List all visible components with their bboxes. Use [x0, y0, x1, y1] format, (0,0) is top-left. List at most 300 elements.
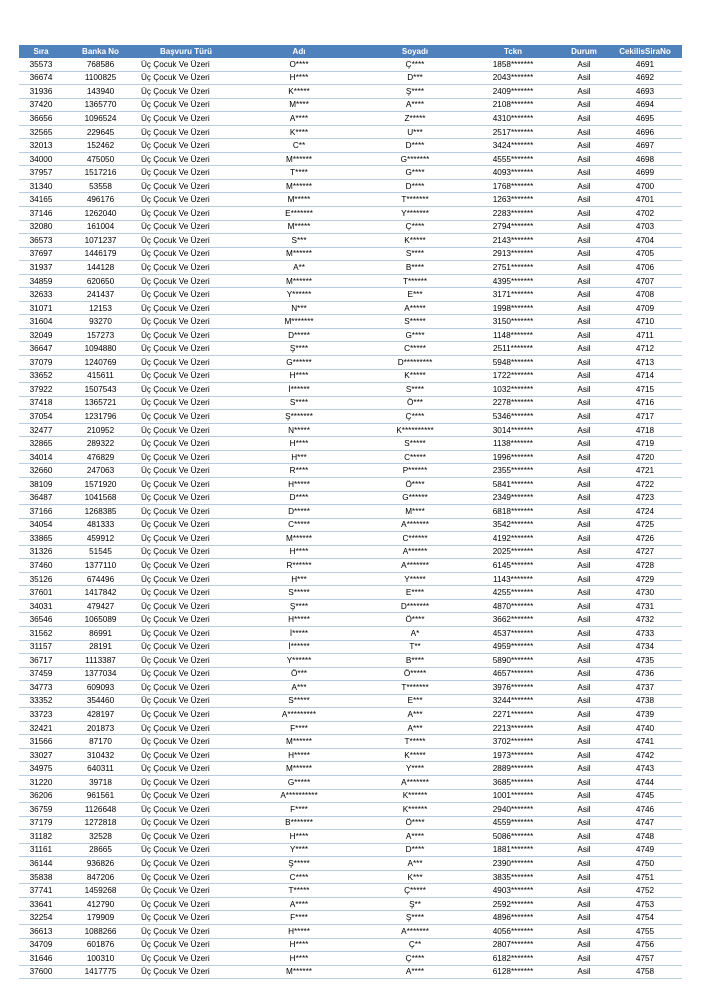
table-row[interactable] [19, 328, 682, 342]
table-row[interactable] [19, 789, 682, 803]
cell-soyadi: Ö*** [364, 396, 466, 410]
cell-cekilis-sira-no: 4746 [608, 803, 682, 817]
cell-banka-no: 479427 [63, 599, 138, 613]
cell-adi: Ö*** [234, 667, 364, 681]
table-row[interactable] [19, 505, 682, 519]
cell-sira: 31562 [19, 626, 63, 640]
cell-cekilis-sira-no: 4701 [608, 193, 682, 207]
col-header-sira[interactable]: Sıra [19, 45, 63, 58]
table-row[interactable] [19, 274, 682, 288]
table-row[interactable] [19, 396, 682, 410]
cell-cekilis-sira-no: 4730 [608, 586, 682, 600]
cell-sira: 31937 [19, 261, 63, 275]
cell-cekilis-sira-no: 4752 [608, 884, 682, 898]
cell-durum: Asil [560, 911, 608, 925]
cell-tckn: 3424******* [466, 139, 560, 153]
cell-adi: H*** [234, 450, 364, 464]
cell-basvuru-turu: Üç Çocuk Ve Üzeri [138, 383, 234, 397]
cell-basvuru-turu: Üç Çocuk Ve Üzeri [138, 654, 234, 668]
table-row[interactable] [19, 640, 682, 654]
table-row[interactable] [19, 572, 682, 586]
cell-banka-no: 32528 [63, 830, 138, 844]
cell-durum: Asil [560, 654, 608, 668]
table-row[interactable] [19, 532, 682, 546]
cell-durum: Asil [560, 626, 608, 640]
cell-durum: Asil [560, 71, 608, 85]
cell-basvuru-turu: Üç Çocuk Ve Üzeri [138, 559, 234, 573]
cell-durum: Asil [560, 193, 608, 207]
cell-banka-no: 161004 [63, 220, 138, 234]
cell-soyadi: T** [364, 640, 466, 654]
table-row[interactable] [19, 938, 682, 952]
cell-soyadi: Y******* [364, 207, 466, 221]
table-row[interactable] [19, 775, 682, 789]
cell-cekilis-sira-no: 4692 [608, 71, 682, 85]
cell-sira: 33027 [19, 748, 63, 762]
col-header-adi[interactable]: Adı [234, 45, 364, 58]
cell-tckn: 1973******* [466, 748, 560, 762]
table-row[interactable] [19, 193, 682, 207]
cell-durum: Asil [560, 775, 608, 789]
table-row[interactable] [19, 762, 682, 776]
cell-soyadi: K****** [364, 789, 466, 803]
table-row[interactable] [19, 884, 682, 898]
table-row[interactable] [19, 545, 682, 559]
cell-banka-no: 936826 [63, 857, 138, 871]
cell-durum: Asil [560, 247, 608, 261]
table-row[interactable] [19, 952, 682, 966]
cell-durum: Asil [560, 762, 608, 776]
cell-basvuru-turu: Üç Çocuk Ve Üzeri [138, 775, 234, 789]
cell-soyadi: T******* [364, 193, 466, 207]
cell-cekilis-sira-no: 4740 [608, 721, 682, 735]
cell-sira: 36759 [19, 803, 63, 817]
cell-banka-no: 28191 [63, 640, 138, 654]
cell-sira: 37166 [19, 505, 63, 519]
cell-sira: 32254 [19, 911, 63, 925]
table-row[interactable] [19, 58, 682, 71]
cell-basvuru-turu: Üç Çocuk Ve Üzeri [138, 58, 234, 71]
table-row[interactable] [19, 708, 682, 722]
cell-soyadi: D**** [364, 139, 466, 153]
cell-tckn: 3702******* [466, 735, 560, 749]
cell-durum: Asil [560, 85, 608, 99]
col-header-basvuru-turu[interactable]: Başvuru Türü [138, 45, 234, 58]
cell-durum: Asil [560, 139, 608, 153]
cell-sira: 31604 [19, 315, 63, 329]
cell-soyadi: T***** [364, 735, 466, 749]
cell-tckn: 2940******* [466, 803, 560, 817]
cell-cekilis-sira-no: 4728 [608, 559, 682, 573]
cell-adi: M****** [234, 532, 364, 546]
cell-sira: 31326 [19, 545, 63, 559]
table-row[interactable] [19, 803, 682, 817]
cell-basvuru-turu: Üç Çocuk Ve Üzeri [138, 748, 234, 762]
cell-basvuru-turu: Üç Çocuk Ve Üzeri [138, 599, 234, 613]
cell-basvuru-turu: Üç Çocuk Ve Üzeri [138, 897, 234, 911]
cell-durum: Asil [560, 383, 608, 397]
cell-banka-no: 157273 [63, 328, 138, 342]
cell-soyadi: Ş**** [364, 85, 466, 99]
table-row[interactable] [19, 342, 682, 356]
cell-basvuru-turu: Üç Çocuk Ve Üzeri [138, 274, 234, 288]
cell-cekilis-sira-no: 4716 [608, 396, 682, 410]
cell-basvuru-turu: Üç Çocuk Ve Üzeri [138, 369, 234, 383]
cell-cekilis-sira-no: 4725 [608, 518, 682, 532]
cell-durum: Asil [560, 830, 608, 844]
table-row[interactable] [19, 71, 682, 85]
cell-adi: H**** [234, 369, 364, 383]
cell-soyadi: Ö***** [364, 667, 466, 681]
cell-soyadi: S***** [364, 315, 466, 329]
cell-durum: Asil [560, 789, 608, 803]
cell-sira: 36613 [19, 925, 63, 939]
col-header-banka-no[interactable]: Banka No [63, 45, 138, 58]
table-row[interactable] [19, 139, 682, 153]
cell-cekilis-sira-no: 4713 [608, 356, 682, 370]
cell-adi: C***** [234, 518, 364, 532]
table-row[interactable] [19, 667, 682, 681]
cell-basvuru-turu: Üç Çocuk Ve Üzeri [138, 586, 234, 600]
table-row[interactable] [19, 518, 682, 532]
cell-banka-no: 87170 [63, 735, 138, 749]
cell-adi: H**** [234, 71, 364, 85]
cell-adi: F**** [234, 911, 364, 925]
cell-soyadi: D**** [364, 179, 466, 193]
table-row[interactable] [19, 721, 682, 735]
cell-basvuru-turu: Üç Çocuk Ve Üzeri [138, 328, 234, 342]
table-row[interactable] [19, 410, 682, 424]
cell-sira: 32080 [19, 220, 63, 234]
cell-basvuru-turu: Üç Çocuk Ve Üzeri [138, 342, 234, 356]
cell-soyadi: A***** [364, 301, 466, 315]
table-row[interactable] [19, 423, 682, 437]
cell-soyadi: Ö**** [364, 816, 466, 830]
cell-adi: R****** [234, 559, 364, 573]
cell-adi: A*** [234, 681, 364, 695]
cell-cekilis-sira-no: 4719 [608, 437, 682, 451]
cell-adi: C** [234, 139, 364, 153]
cell-sira: 31566 [19, 735, 63, 749]
cell-durum: Asil [560, 857, 608, 871]
table-row[interactable] [19, 166, 682, 180]
table-row[interactable] [19, 288, 682, 302]
cell-banka-no: 247063 [63, 464, 138, 478]
cell-adi: D***** [234, 328, 364, 342]
cell-soyadi: A******* [364, 775, 466, 789]
cell-soyadi: K***** [364, 369, 466, 383]
cell-tckn: 1138******* [466, 437, 560, 451]
cell-banka-no: 1272818 [63, 816, 138, 830]
cell-soyadi: A*** [364, 857, 466, 871]
cell-banka-no: 640311 [63, 762, 138, 776]
cell-sira: 33865 [19, 532, 63, 546]
cell-basvuru-turu: Üç Çocuk Ve Üzeri [138, 410, 234, 424]
cell-tckn: 2807******* [466, 938, 560, 952]
cell-durum: Asil [560, 437, 608, 451]
cell-sira: 34709 [19, 938, 63, 952]
cell-adi: A**** [234, 897, 364, 911]
cell-banka-no: 1071237 [63, 234, 138, 248]
cell-banka-no: 847206 [63, 870, 138, 884]
cell-adi: M****** [234, 965, 364, 979]
table-row[interactable] [19, 369, 682, 383]
cell-durum: Asil [560, 125, 608, 139]
cell-soyadi: B**** [364, 261, 466, 275]
col-header-tckn[interactable]: Tckn [466, 45, 560, 58]
cell-soyadi: Ö**** [364, 477, 466, 491]
cell-banka-no: 496176 [63, 193, 138, 207]
table-row[interactable] [19, 247, 682, 261]
col-header-durum[interactable]: Durum [560, 45, 608, 58]
cell-soyadi: Ç**** [364, 58, 466, 71]
cell-sira: 36573 [19, 234, 63, 248]
cell-tckn: 3835******* [466, 870, 560, 884]
table-row[interactable] [19, 207, 682, 221]
table-row[interactable] [19, 220, 682, 234]
cell-tckn: 5841******* [466, 477, 560, 491]
cell-cekilis-sira-no: 4732 [608, 613, 682, 627]
cell-tckn: 4870******* [466, 599, 560, 613]
table-row[interactable] [19, 437, 682, 451]
cell-tckn: 2390******* [466, 857, 560, 871]
cell-cekilis-sira-no: 4750 [608, 857, 682, 871]
cell-durum: Asil [560, 694, 608, 708]
cell-durum: Asil [560, 342, 608, 356]
cell-sira: 36656 [19, 112, 63, 126]
table-row[interactable] [19, 626, 682, 640]
cell-sira: 36546 [19, 613, 63, 627]
table-row[interactable] [19, 613, 682, 627]
cell-tckn: 3150******* [466, 315, 560, 329]
cell-cekilis-sira-no: 4693 [608, 85, 682, 99]
cell-cekilis-sira-no: 4724 [608, 505, 682, 519]
cell-durum: Asil [560, 288, 608, 302]
cell-sira: 36717 [19, 654, 63, 668]
col-header-cekilis-sira-no[interactable]: CekilisSiraNo [608, 45, 682, 58]
table-row[interactable] [19, 816, 682, 830]
table-row[interactable] [19, 897, 682, 911]
cell-adi: Y**** [234, 843, 364, 857]
table-row[interactable] [19, 261, 682, 275]
cell-soyadi: K********** [364, 423, 466, 437]
table-row[interactable] [19, 125, 682, 139]
cell-adi: K***** [234, 85, 364, 99]
table-row[interactable] [19, 843, 682, 857]
cell-tckn: 5346******* [466, 410, 560, 424]
table-row[interactable] [19, 735, 682, 749]
cell-soyadi: G****** [364, 491, 466, 505]
table-row[interactable] [19, 911, 682, 925]
cell-adi: H**** [234, 437, 364, 451]
table-row[interactable] [19, 586, 682, 600]
table-row[interactable] [19, 356, 682, 370]
table-row[interactable] [19, 152, 682, 166]
table-row[interactable] [19, 965, 682, 979]
cell-tckn: 3014******* [466, 423, 560, 437]
cell-tckn: 2278******* [466, 396, 560, 410]
table-row[interactable] [19, 857, 682, 871]
cell-basvuru-turu: Üç Çocuk Ve Üzeri [138, 545, 234, 559]
cell-cekilis-sira-no: 4741 [608, 735, 682, 749]
table-row[interactable] [19, 925, 682, 939]
cell-cekilis-sira-no: 4733 [608, 626, 682, 640]
cell-sira: 31220 [19, 775, 63, 789]
cell-durum: Asil [560, 640, 608, 654]
table-row[interactable] [19, 464, 682, 478]
cell-sira: 37459 [19, 667, 63, 681]
cell-durum: Asil [560, 952, 608, 966]
cell-adi: S**** [234, 396, 364, 410]
cell-sira: 36206 [19, 789, 63, 803]
cell-banka-no: 86991 [63, 626, 138, 640]
cell-adi: Ş**** [234, 599, 364, 613]
table-row[interactable] [19, 98, 682, 112]
cell-cekilis-sira-no: 4751 [608, 870, 682, 884]
table-row[interactable] [19, 830, 682, 844]
cell-adi: İ***** [234, 626, 364, 640]
table-row[interactable] [19, 383, 682, 397]
cell-tckn: 4903******* [466, 884, 560, 898]
cell-basvuru-turu: Üç Çocuk Ve Üzeri [138, 193, 234, 207]
cell-durum: Asil [560, 58, 608, 71]
cell-tckn: 4255******* [466, 586, 560, 600]
table-row[interactable] [19, 179, 682, 193]
cell-sira: 37146 [19, 207, 63, 221]
cell-basvuru-turu: Üç Çocuk Ve Üzeri [138, 261, 234, 275]
cell-cekilis-sira-no: 4720 [608, 450, 682, 464]
table-row[interactable] [19, 477, 682, 491]
cell-durum: Asil [560, 938, 608, 952]
table-row[interactable] [19, 301, 682, 315]
cell-basvuru-turu: Üç Çocuk Ve Üzeri [138, 870, 234, 884]
cell-cekilis-sira-no: 4744 [608, 775, 682, 789]
cell-durum: Asil [560, 681, 608, 695]
table-row[interactable] [19, 870, 682, 884]
cell-basvuru-turu: Üç Çocuk Ve Üzeri [138, 301, 234, 315]
cell-cekilis-sira-no: 4696 [608, 125, 682, 139]
cell-durum: Asil [560, 572, 608, 586]
cell-sira: 31340 [19, 179, 63, 193]
cell-soyadi: K*** [364, 870, 466, 884]
cell-cekilis-sira-no: 4722 [608, 477, 682, 491]
cell-banka-no: 12153 [63, 301, 138, 315]
cell-soyadi: A******* [364, 925, 466, 939]
cell-banka-no: 1417775 [63, 965, 138, 979]
cell-adi: B******* [234, 816, 364, 830]
cell-cekilis-sira-no: 4737 [608, 681, 682, 695]
col-header-soyadi[interactable]: Soyadı [364, 45, 466, 58]
table-row[interactable] [19, 491, 682, 505]
cell-durum: Asil [560, 803, 608, 817]
cell-soyadi: S**** [364, 247, 466, 261]
cell-durum: Asil [560, 925, 608, 939]
cell-soyadi: K***** [364, 748, 466, 762]
cell-durum: Asil [560, 748, 608, 762]
cell-cekilis-sira-no: 4717 [608, 410, 682, 424]
cell-adi: H**** [234, 545, 364, 559]
cell-banka-no: 1240769 [63, 356, 138, 370]
table-row[interactable] [19, 112, 682, 126]
table-row[interactable] [19, 599, 682, 613]
cell-cekilis-sira-no: 4705 [608, 247, 682, 261]
cell-banka-no: 459912 [63, 532, 138, 546]
table-row[interactable] [19, 694, 682, 708]
table-row[interactable] [19, 234, 682, 248]
table-row[interactable] [19, 681, 682, 695]
cell-durum: Asil [560, 505, 608, 519]
cell-soyadi: E*** [364, 694, 466, 708]
cell-sira: 31161 [19, 843, 63, 857]
cell-durum: Asil [560, 410, 608, 424]
cell-tckn: 4959******* [466, 640, 560, 654]
cell-cekilis-sira-no: 4754 [608, 911, 682, 925]
cell-soyadi: A*** [364, 708, 466, 722]
cell-adi: S***** [234, 586, 364, 600]
cell-sira: 35573 [19, 58, 63, 71]
cell-banka-no: 1377110 [63, 559, 138, 573]
cell-banka-no: 412790 [63, 897, 138, 911]
cell-basvuru-turu: Üç Çocuk Ve Üzeri [138, 98, 234, 112]
cell-banka-no: 210952 [63, 423, 138, 437]
cell-cekilis-sira-no: 4704 [608, 234, 682, 248]
cell-banka-no: 428197 [63, 708, 138, 722]
table-row[interactable] [19, 748, 682, 762]
cell-tckn: 2349******* [466, 491, 560, 505]
table-row[interactable] [19, 315, 682, 329]
cell-cekilis-sira-no: 4748 [608, 830, 682, 844]
cell-durum: Asil [560, 274, 608, 288]
cell-basvuru-turu: Üç Çocuk Ve Üzeri [138, 234, 234, 248]
cell-durum: Asil [560, 477, 608, 491]
cell-adi: M**** [234, 98, 364, 112]
cell-banka-no: 1377034 [63, 667, 138, 681]
cell-tckn: 4537******* [466, 626, 560, 640]
cell-adi: K**** [234, 125, 364, 139]
cell-cekilis-sira-no: 4694 [608, 98, 682, 112]
cell-banka-no: 481333 [63, 518, 138, 532]
cell-sira: 32477 [19, 423, 63, 437]
table-row[interactable] [19, 654, 682, 668]
cell-adi: T**** [234, 166, 364, 180]
cell-cekilis-sira-no: 4711 [608, 328, 682, 342]
cell-durum: Asil [560, 464, 608, 478]
cell-basvuru-turu: Üç Çocuk Ve Üzeri [138, 247, 234, 261]
cell-banka-no: 241437 [63, 288, 138, 302]
cell-tckn: 5890******* [466, 654, 560, 668]
cell-cekilis-sira-no: 4742 [608, 748, 682, 762]
table-row[interactable] [19, 450, 682, 464]
cell-adi: E******* [234, 207, 364, 221]
cell-soyadi: C****** [364, 532, 466, 546]
cell-sira: 37079 [19, 356, 63, 370]
cell-tckn: 2913******* [466, 247, 560, 261]
table-row[interactable] [19, 559, 682, 573]
cell-tckn: 2889******* [466, 762, 560, 776]
cell-cekilis-sira-no: 4747 [608, 816, 682, 830]
cell-tckn: 1032******* [466, 383, 560, 397]
cell-basvuru-turu: Üç Çocuk Ve Üzeri [138, 207, 234, 221]
cell-basvuru-turu: Üç Çocuk Ve Üzeri [138, 965, 234, 979]
cell-sira: 37601 [19, 586, 63, 600]
cell-banka-no: 143940 [63, 85, 138, 99]
cell-banka-no: 1517216 [63, 166, 138, 180]
cell-adi: S***** [234, 694, 364, 708]
table-row[interactable] [19, 85, 682, 99]
cell-cekilis-sira-no: 4710 [608, 315, 682, 329]
cell-durum: Asil [560, 735, 608, 749]
cell-cekilis-sira-no: 4745 [608, 789, 682, 803]
